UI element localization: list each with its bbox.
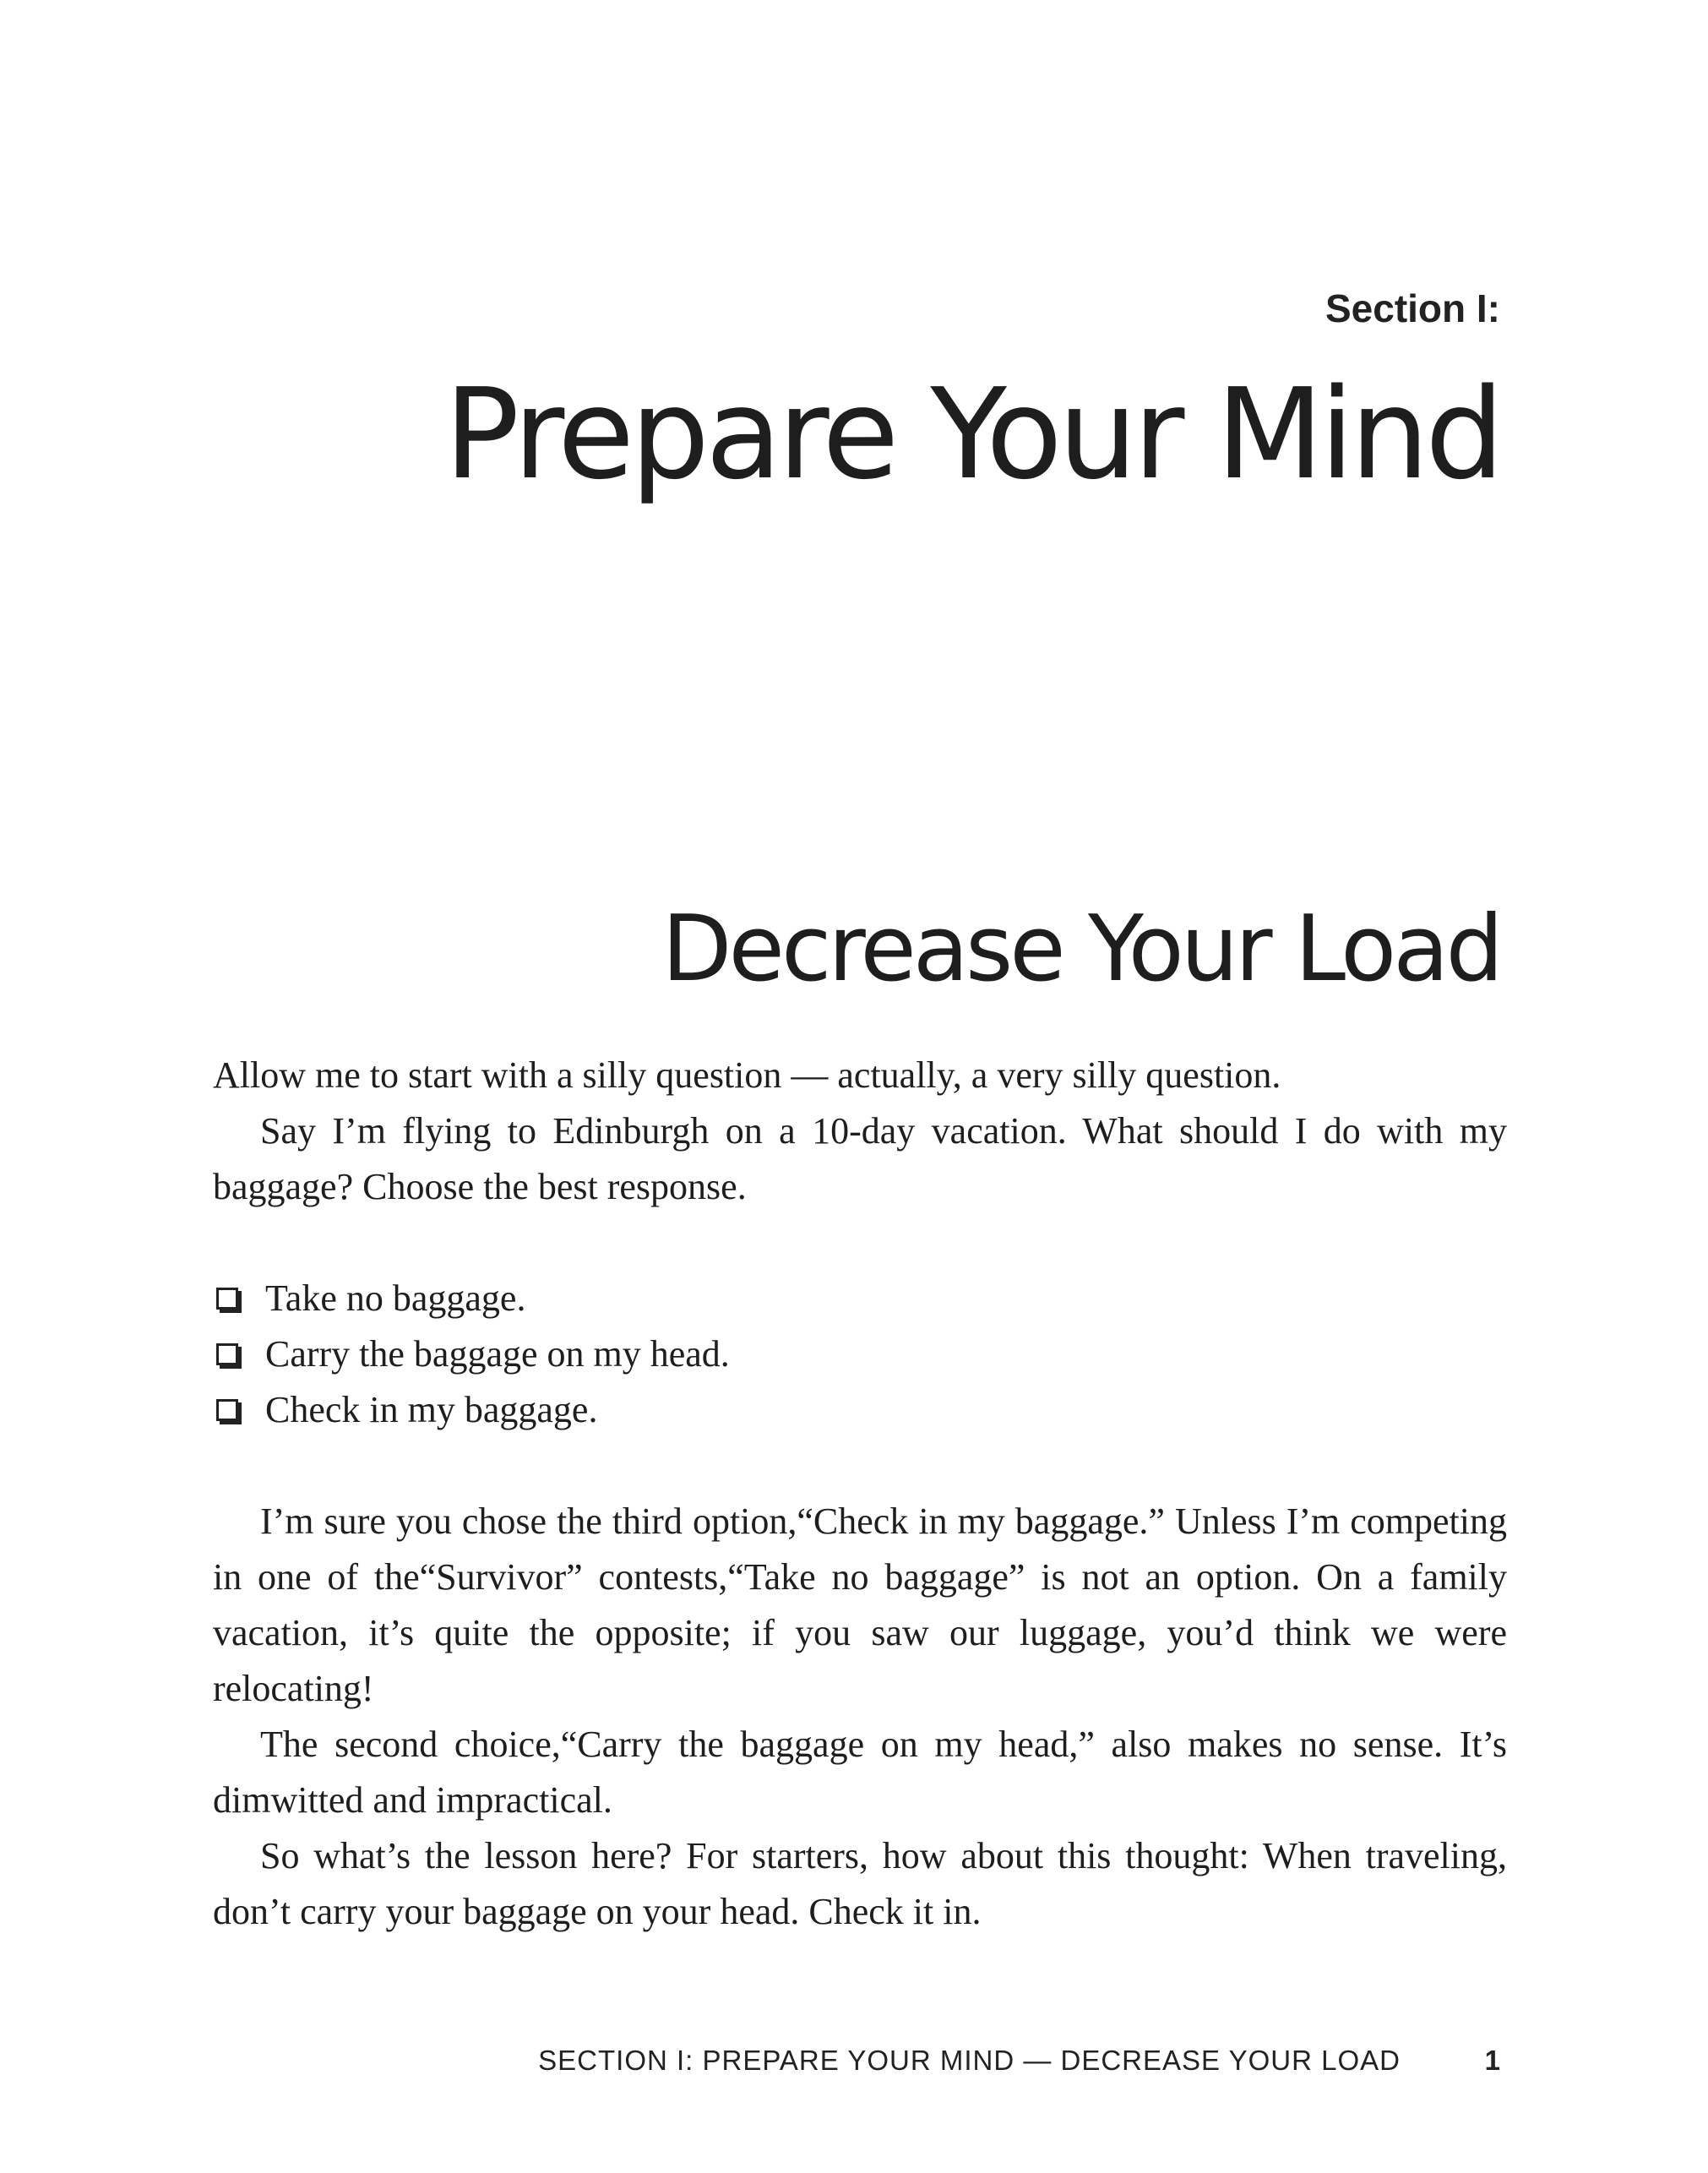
page-footer: [0, 2045, 1708, 2087]
choice-item: [213, 1271, 1507, 1326]
choice-item: [213, 1326, 1507, 1382]
checkbox-icon: [216, 1399, 238, 1421]
section-title: Prepare Your Mind: [443, 362, 1500, 507]
chapter-title: Decrease Your Load: [661, 896, 1500, 1002]
body-text: [213, 1048, 1507, 1940]
running-head: SECTION I: PREPARE YOUR MIND — DECREASE YOUR LOAD: [538, 2045, 1401, 2076]
paragraph: I’m sure you chose the third option,“Check in my baggage.” Unless I’m competing in one of the“Survivor” contests,“Take no baggage” is not an option. On a family vacation, it’s quite the opposite; if you saw our luggage, you’d think we were relocating!: [213, 1500, 1507, 1709]
paragraph: So what’s the lesson here? For starters, how about this thought: When traveling, don’t carry your baggage on your head. Check it in.: [213, 1835, 1507, 1932]
choice-item: [213, 1382, 1507, 1438]
paragraph: Allow me to start with a silly question — actually, a very silly question.: [213, 1054, 1281, 1096]
choice-label: Check in my baggage.: [265, 1389, 598, 1430]
paragraph: Say I’m flying to Edinburgh on a 10-day vacation. What should I do with my baggage? Choose the best response.: [213, 1110, 1507, 1207]
checkbox-icon: [216, 1288, 238, 1310]
paragraph: The second choice,“Carry the baggage on my head,” also makes no sense. It’s dimwitted and impractical.: [213, 1724, 1507, 1821]
choice-label: Take no baggage.: [265, 1277, 526, 1319]
page-number: 1: [1484, 2045, 1500, 2076]
checkbox-icon: [216, 1343, 238, 1365]
choice-list: [213, 1271, 1507, 1438]
choice-label: Carry the baggage on my head.: [265, 1333, 730, 1375]
section-label: Section I:: [1325, 286, 1500, 330]
